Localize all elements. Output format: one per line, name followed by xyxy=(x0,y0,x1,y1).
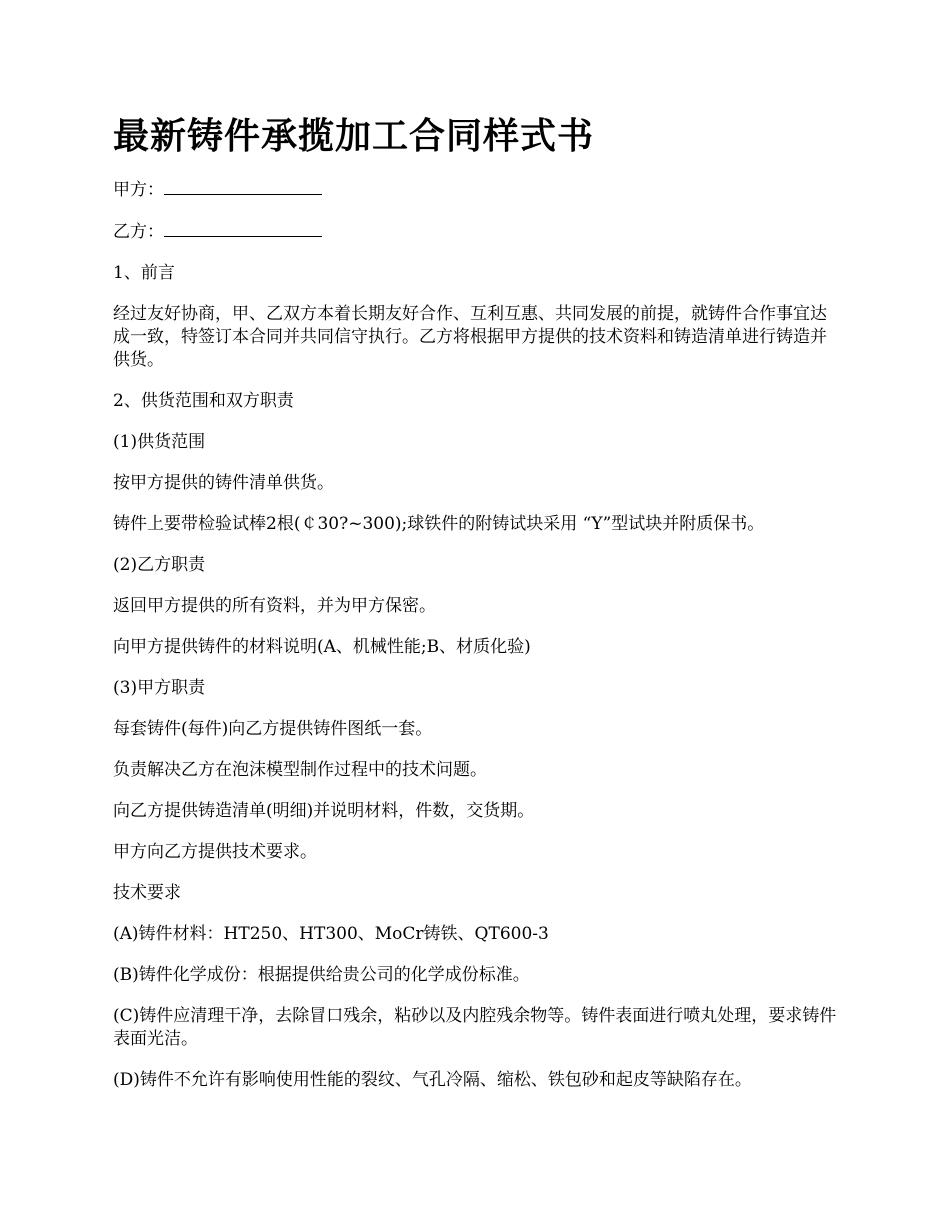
subheading-party-b-duties: (2)乙方职责 xyxy=(113,555,206,575)
preface-paragraph: 经过友好协商，甲、乙双方本着长期友好合作、互利互惠、共同发展的前提，就铸件合作事宜达成一致，特签订本合同并共同信守执行。乙方将根据甲方提供的技术资料和铸造清单进行铸造并供货。 xyxy=(113,304,827,370)
requirement-item: (B)铸件化学成份：根据提供给贵公司的化学成份标准。 xyxy=(113,965,530,985)
section-heading-preface: 1、前言 xyxy=(113,263,175,283)
party-b-label: 乙方： xyxy=(113,222,164,242)
party-a-label: 甲方： xyxy=(113,180,164,200)
party-b-blank xyxy=(164,220,322,237)
requirement-item: (C)铸件应清理干净，去除冒口残余，粘砂以及内腔残余物等。铸件表面进行喷丸处理，要求铸件表面光洁。 xyxy=(113,1006,837,1049)
section-heading-scope: 2、供货范围和双方职责 xyxy=(113,391,294,411)
paragraph: 铸件上要带检验试棒2根(￠30?~300);球铁件的附铸试块采用 “Y”型试块并附质保书。 xyxy=(113,514,765,534)
document-title: 最新铸件承揽加工合同样式书 xyxy=(113,115,595,157)
paragraph: 向乙方提供铸造清单(明细)并说明材料，件数，交货期。 xyxy=(113,801,535,821)
party-a-line xyxy=(113,178,843,202)
paragraph: 按甲方提供的铸件清单供货。 xyxy=(113,473,334,493)
requirement-item: (A)铸件材料：HT250、HT300、MoCr铸铁、QT600-3 xyxy=(113,924,549,944)
paragraph: 负责解决乙方在泡沫模型制作过程中的技术问题。 xyxy=(113,760,487,780)
subheading-supply-scope: (1)供货范围 xyxy=(113,432,206,452)
paragraph: 每套铸件(每件)向乙方提供铸件图纸一套。 xyxy=(113,719,433,739)
paragraph: 甲方向乙方提供技术要求。 xyxy=(113,842,317,862)
paragraph: 向甲方提供铸件的材料说明(A、机械性能;B、材质化验) xyxy=(113,637,531,657)
subheading-technical-requirements: 技术要求 xyxy=(113,883,181,903)
paragraph: 返回甲方提供的所有资料，并为甲方保密。 xyxy=(113,596,436,616)
party-b-line xyxy=(113,220,843,244)
subheading-party-a-duties: (3)甲方职责 xyxy=(113,678,206,698)
party-a-blank xyxy=(164,178,322,195)
document-page xyxy=(113,112,843,1110)
requirement-item: (D)铸件不允许有影响使用性能的裂纹、气孔冷隔、缩松、铁包砂和起皮等缺陷存在。 xyxy=(113,1070,752,1090)
